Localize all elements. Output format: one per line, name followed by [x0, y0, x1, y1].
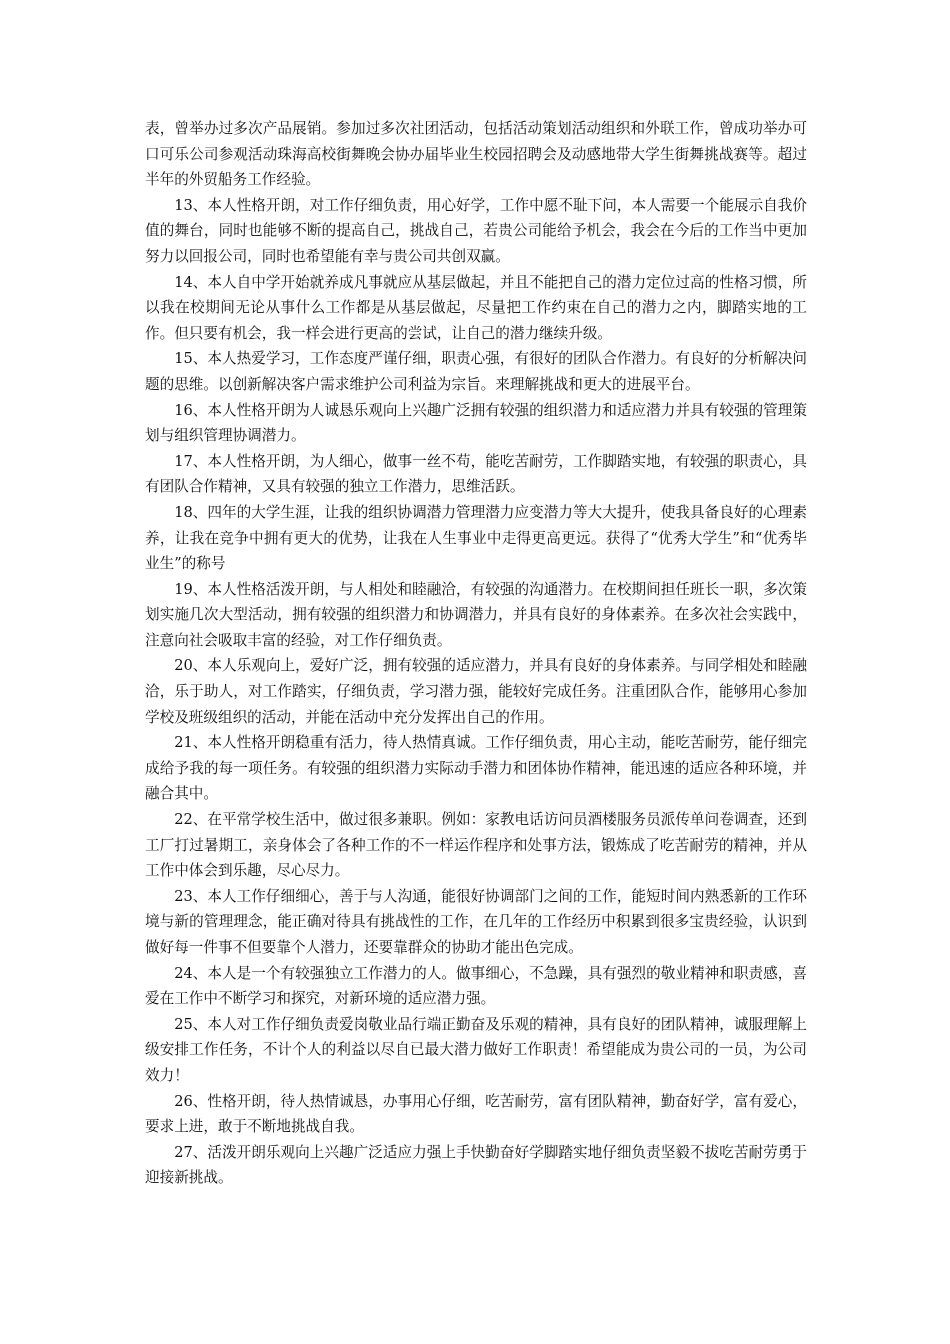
paragraph-14: 14、本人自中学开始就养成凡事就应从基层做起，并且不能把自己的潜力定位过高的性格习惯，所以我在校期间无论从事什么工作都是从基层做起，尽量把工作约束在自己的潜力之内，脚踏实地的工作。但只要有机会，我一样会进行更高的尝试，让自己的潜力继续升级。 — [145, 273, 807, 342]
paragraph-25: 25、本人对工作仔细负责爱岗敬业品行端正勤奋及乐观的精神，具有良好的团队精神，诚服理解上级安排工作任务，不计个人的利益以尽自已最大潜力做好工作职责！希望能成为贵公司的一员，为公司效力！ — [145, 1015, 807, 1084]
document-body — [145, 116, 807, 1191]
paragraph-20: 20、本人乐观向上，爱好广泛，拥有较强的适应潜力，并具有良好的身体素养。与同学相处和睦融洽，乐于助人，对工作踏实，仔细负责，学习潜力强，能较好完成任务。注重团队合作，能够用心参加学校及班级组织的活动，并能在活动中充分发挥出自己的作用。 — [145, 657, 807, 726]
paragraph-24: 24、本人是一个有较强独立工作潜力的人。做事细心，不急躁，具有强烈的敬业精神和职责感，喜爱在工作中不断学习和探究，对新环境的适应潜力强。 — [145, 964, 807, 1008]
paragraph-19: 19、本人性格活泼开朗，与人相处和睦融洽，有较强的沟通潜力。在校期间担任班长一职，多次策划实施几次大型活动，拥有较强的组织潜力和协调潜力，并具有良好的身体素养。在多次社会实践中，注意向社会吸取丰富的经验，对工作仔细负责。 — [145, 580, 807, 649]
paragraph-23: 23、本人工作仔细细心，善于与人沟通，能很好协调部门之间的工作，能短时间内熟悉新的工作环境与新的管理理念，能正确对待具有挑战性的工作，在几年的工作经历中积累到很多宝贵经验，认识到做好每一件事不但要靠个人潜力，还要靠群众的协助才能出色完成。 — [145, 887, 807, 956]
paragraph-18: 18、四年的大学生涯，让我的组织协调潜力管理潜力应变潜力等大大提升，使我具备良好的心理素养，让我在竞争中拥有更大的优势，让我在人生事业中走得更高更远。获得了“优秀大学生”和“优秀毕业生”的称号 — [145, 503, 807, 573]
paragraph-27: 27、活泼开朗乐观向上兴趣广泛适应力强上手快勤奋好学脚踏实地仔细负责坚毅不拔吃苦耐劳勇于迎接新挑战。 — [145, 1143, 807, 1187]
paragraph-continued: 表，曾举办过多次产品展销。参加过多次社团活动，包括活动策划活动组织和外联工作，曾成功举办可口可乐公司参观活动珠海高校街舞晚会协办届毕业生校园招聘会及动感地带大学生街舞挑战赛等。超过半年的外贸船务工作经验。 — [145, 120, 807, 189]
paragraph-15: 15、本人热爱学习，工作态度严谨仔细，职责心强，有很好的团队合作潜力。有良好的分析解决问题的思维。以创新解决客户需求维护公司利益为宗旨。来理解挑战和更大的进展平台。 — [145, 350, 807, 393]
paragraph-16: 16、本人性格开朗为人诚恳乐观向上兴趣广泛拥有较强的组织潜力和适应潜力并具有较强的管理策划与组织管理协调潜力。 — [145, 401, 807, 445]
paragraph-21: 21、本人性格开朗稳重有活力，待人热情真诚。工作仔细负责，用心主动，能吃苦耐劳，能仔细完成给予我的每一项任务。有较强的组织潜力实际动手潜力和团体协作精神，能迅速的适应各种环境，并融合其中。 — [145, 734, 807, 803]
paragraph-22: 22、在平常学校生活中，做过很多兼职。例如：家教电话访问员酒楼服务员派传单问卷调查，还到工厂打过暑期工，亲身体会了各种工作的不一样运作程序和处事方法，锻炼成了吃苦耐劳的精神，并从工作中体会到乐趣，尽心尽力。 — [145, 811, 807, 880]
paragraph-17: 17、本人性格开朗，为人细心，做事一丝不苟，能吃苦耐劳，工作脚踏实地，有较强的职责心，具有团队合作精神，又具有较强的独立工作潜力，思维活跃。 — [145, 452, 807, 496]
paragraph-26: 26、性格开朗，待人热情诚恳，办事用心仔细，吃苦耐劳，富有团队精神，勤奋好学，富有爱心，要求上进，敢于不断地挑战自我。 — [145, 1092, 807, 1136]
paragraph-13: 13、本人性格开朗，对工作仔细负责，用心好学，工作中愿不耻下问，本人需要一个能展示自我价值的舞台，同时也能够不断的提高自己，挑战自己，若贵公司能给予机会，我会在今后的工作当中更加努力以回报公司，同时也希望能有幸与贵公司共创双赢。 — [145, 196, 807, 265]
